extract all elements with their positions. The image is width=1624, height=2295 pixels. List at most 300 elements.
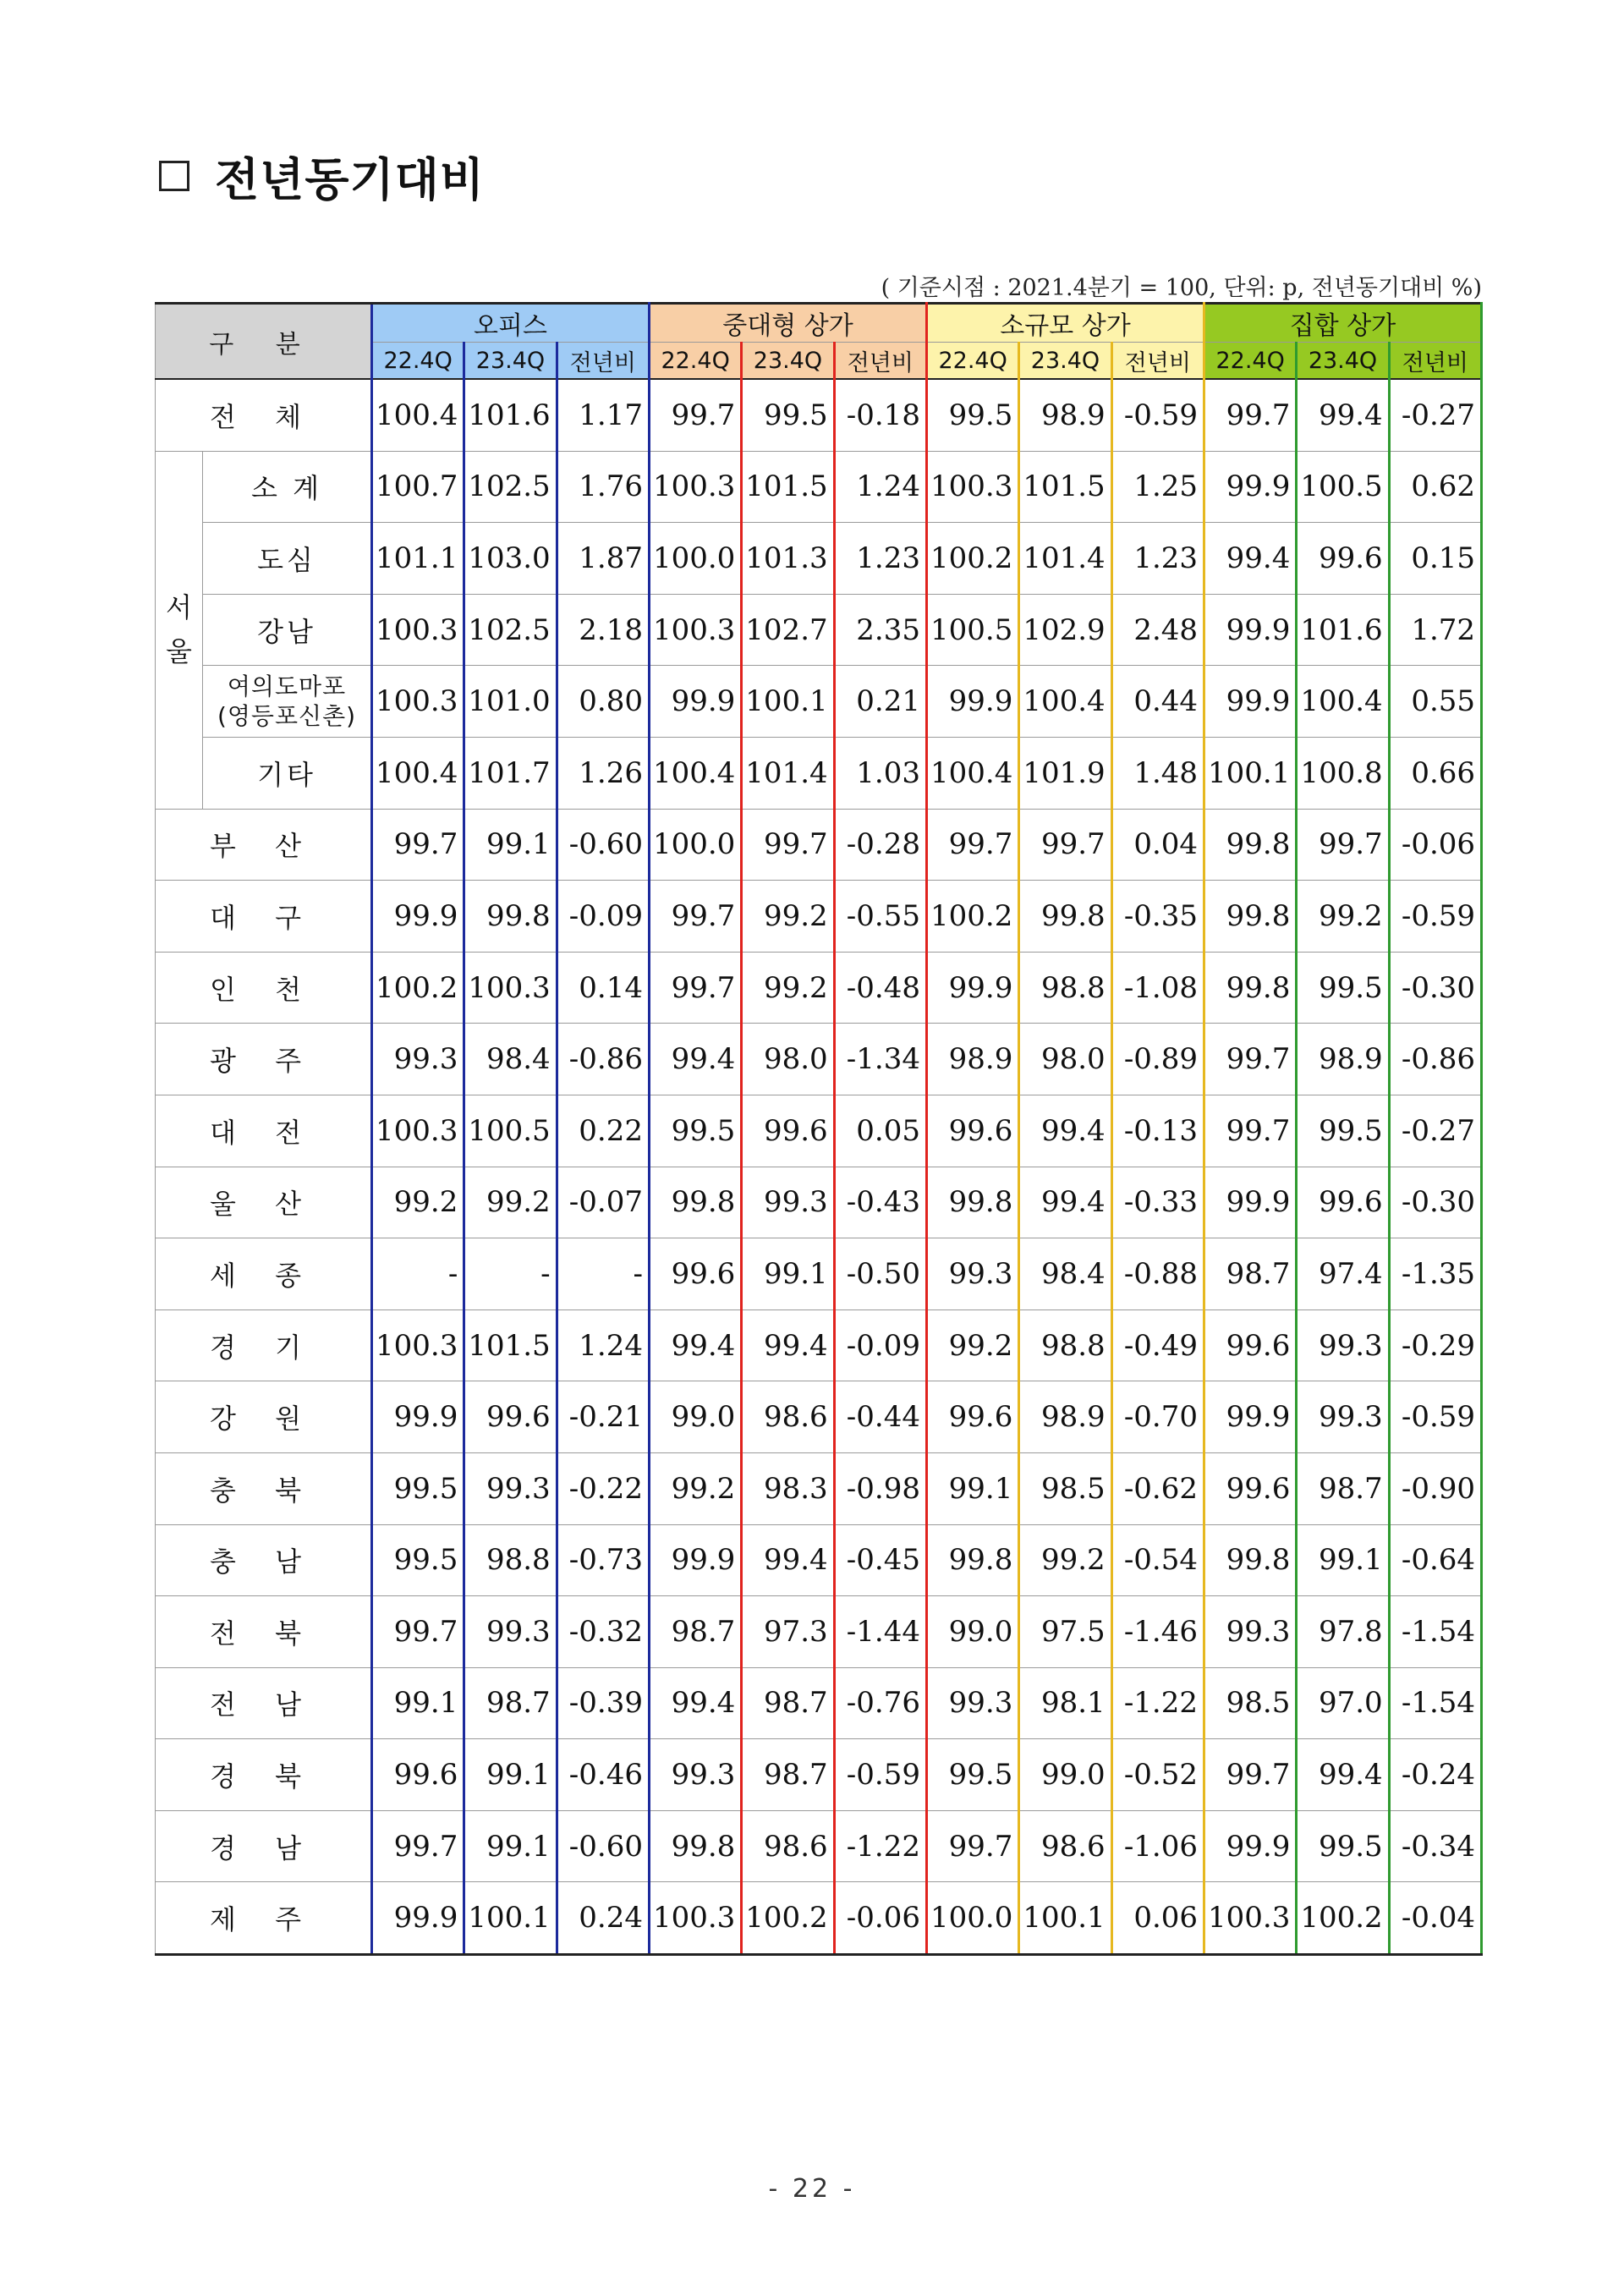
value-cell: 101.7 (464, 737, 557, 809)
value-cell: 99.7 (649, 379, 741, 451)
table-row (156, 1309, 1482, 1381)
value-cell: 0.15 (1389, 523, 1481, 595)
value-cell: 100.3 (649, 451, 741, 523)
header-subcol: 23.4Q (464, 343, 557, 380)
table-row (156, 666, 1482, 738)
value-cell: -0.60 (557, 1810, 649, 1882)
value-cell: 99.3 (1297, 1381, 1389, 1453)
table-row (156, 1024, 1482, 1095)
value-cell: 98.1 (1019, 1667, 1111, 1739)
value-cell: 99.7 (742, 809, 834, 881)
value-cell: 99.6 (1297, 1167, 1389, 1238)
header-subcol: 22.4Q (1204, 343, 1297, 380)
value-cell: 99.6 (1297, 523, 1389, 595)
value-cell: 99.8 (464, 881, 557, 953)
value-cell: 99.2 (649, 1452, 741, 1524)
value-cell: 99.4 (1204, 523, 1297, 595)
table-row (156, 881, 1482, 953)
value-cell: 101.6 (464, 379, 557, 451)
value-cell: -0.48 (834, 952, 926, 1024)
value-cell: 99.4 (1019, 1167, 1111, 1238)
table-row (156, 809, 1482, 881)
value-cell: 100.0 (649, 523, 741, 595)
row-label: 충 남 (156, 1524, 372, 1596)
value-cell: 99.6 (927, 1381, 1019, 1453)
section-title (159, 142, 485, 210)
row-label: 인 천 (156, 952, 372, 1024)
value-cell: 99.5 (1297, 952, 1389, 1024)
value-cell: 0.14 (557, 952, 649, 1024)
header-subcol: 전년비 (1389, 343, 1481, 380)
value-cell: 1.03 (834, 737, 926, 809)
value-cell: 98.0 (1019, 1024, 1111, 1095)
value-cell: 99.3 (927, 1238, 1019, 1310)
value-cell: 0.80 (557, 666, 649, 738)
value-cell: 98.6 (1019, 1810, 1111, 1882)
value-cell: -0.32 (557, 1596, 649, 1668)
value-cell: 0.05 (834, 1095, 926, 1167)
value-cell: -0.06 (834, 1882, 926, 1955)
value-cell: 100.4 (1019, 666, 1111, 738)
row-label: 경 북 (156, 1739, 372, 1811)
value-cell: -0.39 (557, 1667, 649, 1739)
value-cell: 99.3 (742, 1167, 834, 1238)
value-cell: 98.8 (464, 1524, 557, 1596)
value-cell: -0.44 (834, 1381, 926, 1453)
value-cell: 99.7 (649, 881, 741, 953)
header-subcol: 23.4Q (1297, 343, 1389, 380)
value-cell: -0.06 (1389, 809, 1481, 881)
value-cell: 99.3 (1297, 1309, 1389, 1381)
header-group-collective-retail: 집합 상가 (1204, 304, 1482, 343)
row-label: 경 기 (156, 1309, 372, 1381)
header-subcol: 23.4Q (742, 343, 834, 380)
row-label: 소 계 (203, 451, 372, 523)
value-cell: 99.2 (742, 881, 834, 953)
value-cell: 1.24 (834, 451, 926, 523)
row-label: 대 구 (156, 881, 372, 953)
value-cell: -0.86 (557, 1024, 649, 1095)
value-cell: 99.6 (1204, 1452, 1297, 1524)
value-cell: 99.7 (1204, 1095, 1297, 1167)
value-cell: - (557, 1238, 649, 1310)
header-category: 구 분 (156, 304, 372, 380)
value-cell: 99.7 (372, 1596, 464, 1668)
value-cell: -0.09 (557, 881, 649, 953)
value-cell: -1.44 (834, 1596, 926, 1668)
value-cell: 99.7 (927, 1810, 1019, 1882)
table-row (156, 1381, 1482, 1453)
value-cell: 99.9 (649, 1524, 741, 1596)
value-cell: -0.18 (834, 379, 926, 451)
value-cell: 100.4 (649, 737, 741, 809)
value-cell: -0.64 (1389, 1524, 1481, 1596)
table-row (156, 1739, 1482, 1811)
value-cell: 0.62 (1389, 451, 1481, 523)
value-cell: 100.2 (927, 523, 1019, 595)
value-cell: 98.8 (1019, 952, 1111, 1024)
table-row (156, 1167, 1482, 1238)
value-cell: 100.4 (1297, 666, 1389, 738)
value-cell: 99.7 (372, 1810, 464, 1882)
value-cell: 101.6 (1297, 594, 1389, 666)
header-subcol: 전년비 (1111, 343, 1204, 380)
value-cell: 101.5 (464, 1309, 557, 1381)
checkbox-square-icon (159, 161, 189, 191)
value-cell: 99.3 (464, 1596, 557, 1668)
value-cell: 99.5 (1297, 1095, 1389, 1167)
value-cell: 99.4 (649, 1309, 741, 1381)
value-cell: 99.6 (464, 1381, 557, 1453)
value-cell: 98.6 (742, 1381, 834, 1453)
value-cell: 0.21 (834, 666, 926, 738)
value-cell: 99.7 (1204, 379, 1297, 451)
value-cell: 99.7 (1297, 809, 1389, 881)
table-body (156, 379, 1482, 1955)
value-cell: -0.98 (834, 1452, 926, 1524)
value-cell: 99.3 (927, 1667, 1019, 1739)
value-cell: 99.9 (1204, 594, 1297, 666)
table-row (156, 952, 1482, 1024)
value-cell: 99.1 (927, 1452, 1019, 1524)
value-cell: 100.3 (649, 594, 741, 666)
value-cell: -0.22 (557, 1452, 649, 1524)
value-cell: 2.48 (1111, 594, 1204, 666)
table-row (156, 1667, 1482, 1739)
value-cell: 98.9 (1297, 1024, 1389, 1095)
header-group-small-retail: 소규모 상가 (927, 304, 1204, 343)
row-label: 도심 (203, 523, 372, 595)
row-label: 강 원 (156, 1381, 372, 1453)
value-cell: 99.9 (1204, 666, 1297, 738)
value-cell: 99.8 (927, 1524, 1019, 1596)
value-cell: 99.9 (1204, 1167, 1297, 1238)
value-cell: 99.2 (372, 1167, 464, 1238)
value-cell: -0.59 (834, 1739, 926, 1811)
table-row (156, 1524, 1482, 1596)
value-cell: 99.8 (1204, 809, 1297, 881)
value-cell: 98.4 (1019, 1238, 1111, 1310)
table-row (156, 1095, 1482, 1167)
table-row (156, 1238, 1482, 1310)
value-cell: 99.3 (372, 1024, 464, 1095)
value-cell: - (372, 1238, 464, 1310)
value-cell: 99.3 (649, 1739, 741, 1811)
value-cell: 98.3 (742, 1452, 834, 1524)
value-cell: 101.4 (1019, 523, 1111, 595)
value-cell: 1.24 (557, 1309, 649, 1381)
value-cell: 103.0 (464, 523, 557, 595)
value-cell: 1.23 (834, 523, 926, 595)
value-cell: -0.88 (1111, 1238, 1204, 1310)
value-cell: 99.7 (1204, 1024, 1297, 1095)
value-cell: 100.2 (372, 952, 464, 1024)
value-cell: -0.59 (1389, 881, 1481, 953)
value-cell: 99.5 (927, 379, 1019, 451)
value-cell: 1.23 (1111, 523, 1204, 595)
value-cell: 100.4 (372, 737, 464, 809)
row-label: 세 종 (156, 1238, 372, 1310)
value-cell: 102.5 (464, 594, 557, 666)
value-cell: 99.6 (927, 1095, 1019, 1167)
value-cell: -0.21 (557, 1381, 649, 1453)
row-label: 광 주 (156, 1024, 372, 1095)
value-cell: -0.13 (1111, 1095, 1204, 1167)
value-cell: -0.54 (1111, 1524, 1204, 1596)
value-cell: 102.9 (1019, 594, 1111, 666)
value-cell: -1.35 (1389, 1238, 1481, 1310)
row-label: 전 체 (156, 379, 372, 451)
value-cell: 99.0 (927, 1596, 1019, 1668)
header-subcol: 전년비 (557, 343, 649, 380)
value-cell: 100.0 (649, 809, 741, 881)
value-cell: 99.7 (927, 809, 1019, 881)
value-cell: 1.25 (1111, 451, 1204, 523)
value-cell: 99.7 (1019, 809, 1111, 881)
value-cell: -1.54 (1389, 1596, 1481, 1668)
row-label: 전 북 (156, 1596, 372, 1668)
value-cell: 99.8 (1204, 881, 1297, 953)
value-cell: 100.3 (464, 952, 557, 1024)
value-cell: 99.9 (1204, 451, 1297, 523)
row-label: 여의도마포 (영등포신촌) (203, 666, 372, 738)
value-cell: 99.9 (1204, 1810, 1297, 1882)
value-cell: -0.27 (1389, 1095, 1481, 1167)
value-cell: -0.90 (1389, 1452, 1481, 1524)
value-cell: -0.89 (1111, 1024, 1204, 1095)
value-cell: 100.3 (372, 1095, 464, 1167)
value-cell: 99.6 (372, 1739, 464, 1811)
value-cell: -0.29 (1389, 1309, 1481, 1381)
value-cell: 99.6 (1204, 1309, 1297, 1381)
value-cell: -1.22 (1111, 1667, 1204, 1739)
value-cell: 101.4 (742, 737, 834, 809)
value-cell: 99.8 (649, 1167, 741, 1238)
table-row (156, 1596, 1482, 1668)
value-cell: 99.5 (1297, 1810, 1389, 1882)
value-cell: -0.70 (1111, 1381, 1204, 1453)
row-label: 전 남 (156, 1667, 372, 1739)
value-cell: 100.1 (742, 666, 834, 738)
value-cell: 99.3 (1204, 1596, 1297, 1668)
value-cell: 99.8 (649, 1810, 741, 1882)
value-cell: -1.34 (834, 1024, 926, 1095)
header-subcol: 22.4Q (372, 343, 464, 380)
value-cell: 99.2 (464, 1167, 557, 1238)
value-cell: 0.24 (557, 1882, 649, 1955)
value-cell: 98.4 (464, 1024, 557, 1095)
value-cell: 98.7 (742, 1667, 834, 1739)
value-cell: 99.3 (464, 1452, 557, 1524)
value-cell: -0.07 (557, 1167, 649, 1238)
value-cell: 0.55 (1389, 666, 1481, 738)
value-cell: 97.3 (742, 1596, 834, 1668)
value-cell: 102.7 (742, 594, 834, 666)
value-cell: 99.1 (372, 1667, 464, 1739)
row-label: 강남 (203, 594, 372, 666)
value-cell: 97.0 (1297, 1667, 1389, 1739)
value-cell: 99.5 (742, 379, 834, 451)
value-cell: 99.7 (649, 952, 741, 1024)
value-cell: 101.5 (1019, 451, 1111, 523)
value-cell: -0.30 (1389, 1167, 1481, 1238)
value-cell: 102.5 (464, 451, 557, 523)
value-cell: 1.87 (557, 523, 649, 595)
header-subcol: 22.4Q (649, 343, 741, 380)
value-cell: 99.9 (649, 666, 741, 738)
header-row-groups (156, 304, 1482, 343)
table-row (156, 1882, 1482, 1955)
value-cell: -0.50 (834, 1238, 926, 1310)
table-row (156, 379, 1482, 451)
value-cell: 99.8 (927, 1167, 1019, 1238)
value-cell: 99.2 (1019, 1524, 1111, 1596)
value-cell: - (464, 1238, 557, 1310)
row-label: 대 전 (156, 1095, 372, 1167)
value-cell: -0.60 (557, 809, 649, 881)
table-row (156, 451, 1482, 523)
value-cell: 99.9 (372, 1882, 464, 1955)
value-cell: -0.35 (1111, 881, 1204, 953)
row-label: 충 북 (156, 1452, 372, 1524)
value-cell: 2.35 (834, 594, 926, 666)
value-cell: -0.59 (1111, 379, 1204, 451)
value-cell: 100.5 (464, 1095, 557, 1167)
value-cell: 100.5 (1297, 451, 1389, 523)
value-cell: -0.73 (557, 1524, 649, 1596)
value-cell: -0.49 (1111, 1309, 1204, 1381)
value-cell: 100.2 (927, 881, 1019, 953)
value-cell: 100.3 (927, 451, 1019, 523)
value-cell: -0.45 (834, 1524, 926, 1596)
value-cell: 101.0 (464, 666, 557, 738)
value-cell: 0.06 (1111, 1882, 1204, 1955)
value-cell: -1.08 (1111, 952, 1204, 1024)
value-cell: 99.1 (464, 1810, 557, 1882)
value-cell: 99.2 (742, 952, 834, 1024)
page-number: - 22 - (768, 2174, 856, 2204)
value-cell: 99.4 (649, 1024, 741, 1095)
row-label: 울 산 (156, 1167, 372, 1238)
value-cell: 99.9 (927, 666, 1019, 738)
value-cell: 99.7 (1204, 1739, 1297, 1811)
value-cell: 98.9 (1019, 1381, 1111, 1453)
value-cell: -0.52 (1111, 1739, 1204, 1811)
header-subcol: 22.4Q (927, 343, 1019, 380)
header-subcol: 전년비 (834, 343, 926, 380)
value-cell: 98.8 (1019, 1309, 1111, 1381)
value-cell: 0.04 (1111, 809, 1204, 881)
value-cell: 98.7 (1297, 1452, 1389, 1524)
value-cell: -0.55 (834, 881, 926, 953)
value-cell: -0.28 (834, 809, 926, 881)
value-cell: 97.4 (1297, 1238, 1389, 1310)
value-cell: 99.4 (742, 1524, 834, 1596)
row-label: 부 산 (156, 809, 372, 881)
value-cell: 99.9 (372, 881, 464, 953)
value-cell: 100.4 (927, 737, 1019, 809)
value-cell: 99.7 (372, 809, 464, 881)
value-cell: -0.86 (1389, 1024, 1481, 1095)
value-cell: 98.5 (1019, 1452, 1111, 1524)
value-cell: 1.76 (557, 451, 649, 523)
table-row (156, 1810, 1482, 1882)
value-cell: -0.34 (1389, 1810, 1481, 1882)
value-cell: -0.62 (1111, 1452, 1204, 1524)
row-label: 기타 (203, 737, 372, 809)
value-cell: -0.04 (1389, 1882, 1481, 1955)
table-row (156, 1452, 1482, 1524)
value-cell: 98.7 (464, 1667, 557, 1739)
value-cell: 99.1 (464, 1739, 557, 1811)
value-cell: 100.3 (372, 594, 464, 666)
row-label: 경 남 (156, 1810, 372, 1882)
value-cell: 0.22 (557, 1095, 649, 1167)
value-cell: 0.44 (1111, 666, 1204, 738)
value-cell: -1.46 (1111, 1596, 1204, 1668)
value-cell: -0.27 (1389, 379, 1481, 451)
value-cell: 98.9 (927, 1024, 1019, 1095)
value-cell: -1.22 (834, 1810, 926, 1882)
value-cell: 98.9 (1019, 379, 1111, 451)
value-cell: -1.06 (1111, 1810, 1204, 1882)
value-cell: 1.72 (1389, 594, 1481, 666)
value-cell: 100.5 (927, 594, 1019, 666)
header-group-office: 오피스 (372, 304, 650, 343)
header-group-mid-retail: 중대형 상가 (649, 304, 926, 343)
value-cell: 101.5 (742, 451, 834, 523)
price-index-table (155, 302, 1483, 1956)
value-cell: 98.7 (742, 1739, 834, 1811)
value-cell: 100.2 (1297, 1882, 1389, 1955)
value-cell: 97.8 (1297, 1596, 1389, 1668)
value-cell: -0.33 (1111, 1167, 1204, 1238)
table-row (156, 523, 1482, 595)
value-cell: 99.4 (1297, 379, 1389, 451)
value-cell: 99.5 (372, 1452, 464, 1524)
region-group-label: 서 울 (156, 451, 203, 809)
value-cell: -0.43 (834, 1167, 926, 1238)
value-cell: 98.7 (649, 1596, 741, 1668)
value-cell: 99.9 (1204, 1381, 1297, 1453)
value-cell: -0.30 (1389, 952, 1481, 1024)
value-cell: 98.7 (1204, 1238, 1297, 1310)
value-cell: 99.1 (464, 809, 557, 881)
value-cell: 99.8 (1204, 1524, 1297, 1596)
value-cell: 99.1 (1297, 1524, 1389, 1596)
value-cell: 2.18 (557, 594, 649, 666)
value-cell: 98.5 (1204, 1667, 1297, 1739)
value-cell: -0.59 (1389, 1381, 1481, 1453)
value-cell: 100.3 (1204, 1882, 1297, 1955)
value-cell: 99.4 (649, 1667, 741, 1739)
table-row (156, 737, 1482, 809)
value-cell: 100.4 (372, 379, 464, 451)
value-cell: -0.24 (1389, 1739, 1481, 1811)
value-cell: 98.0 (742, 1024, 834, 1095)
value-cell: 100.3 (372, 1309, 464, 1381)
value-cell: 100.1 (464, 1882, 557, 1955)
value-cell: 99.6 (742, 1095, 834, 1167)
value-cell: 99.5 (927, 1739, 1019, 1811)
value-cell: 100.1 (1019, 1882, 1111, 1955)
value-cell: 100.3 (649, 1882, 741, 1955)
value-cell: 99.5 (372, 1524, 464, 1596)
value-cell: -0.76 (834, 1667, 926, 1739)
value-cell: 1.26 (557, 737, 649, 809)
value-cell: 100.7 (372, 451, 464, 523)
value-cell: 101.1 (372, 523, 464, 595)
